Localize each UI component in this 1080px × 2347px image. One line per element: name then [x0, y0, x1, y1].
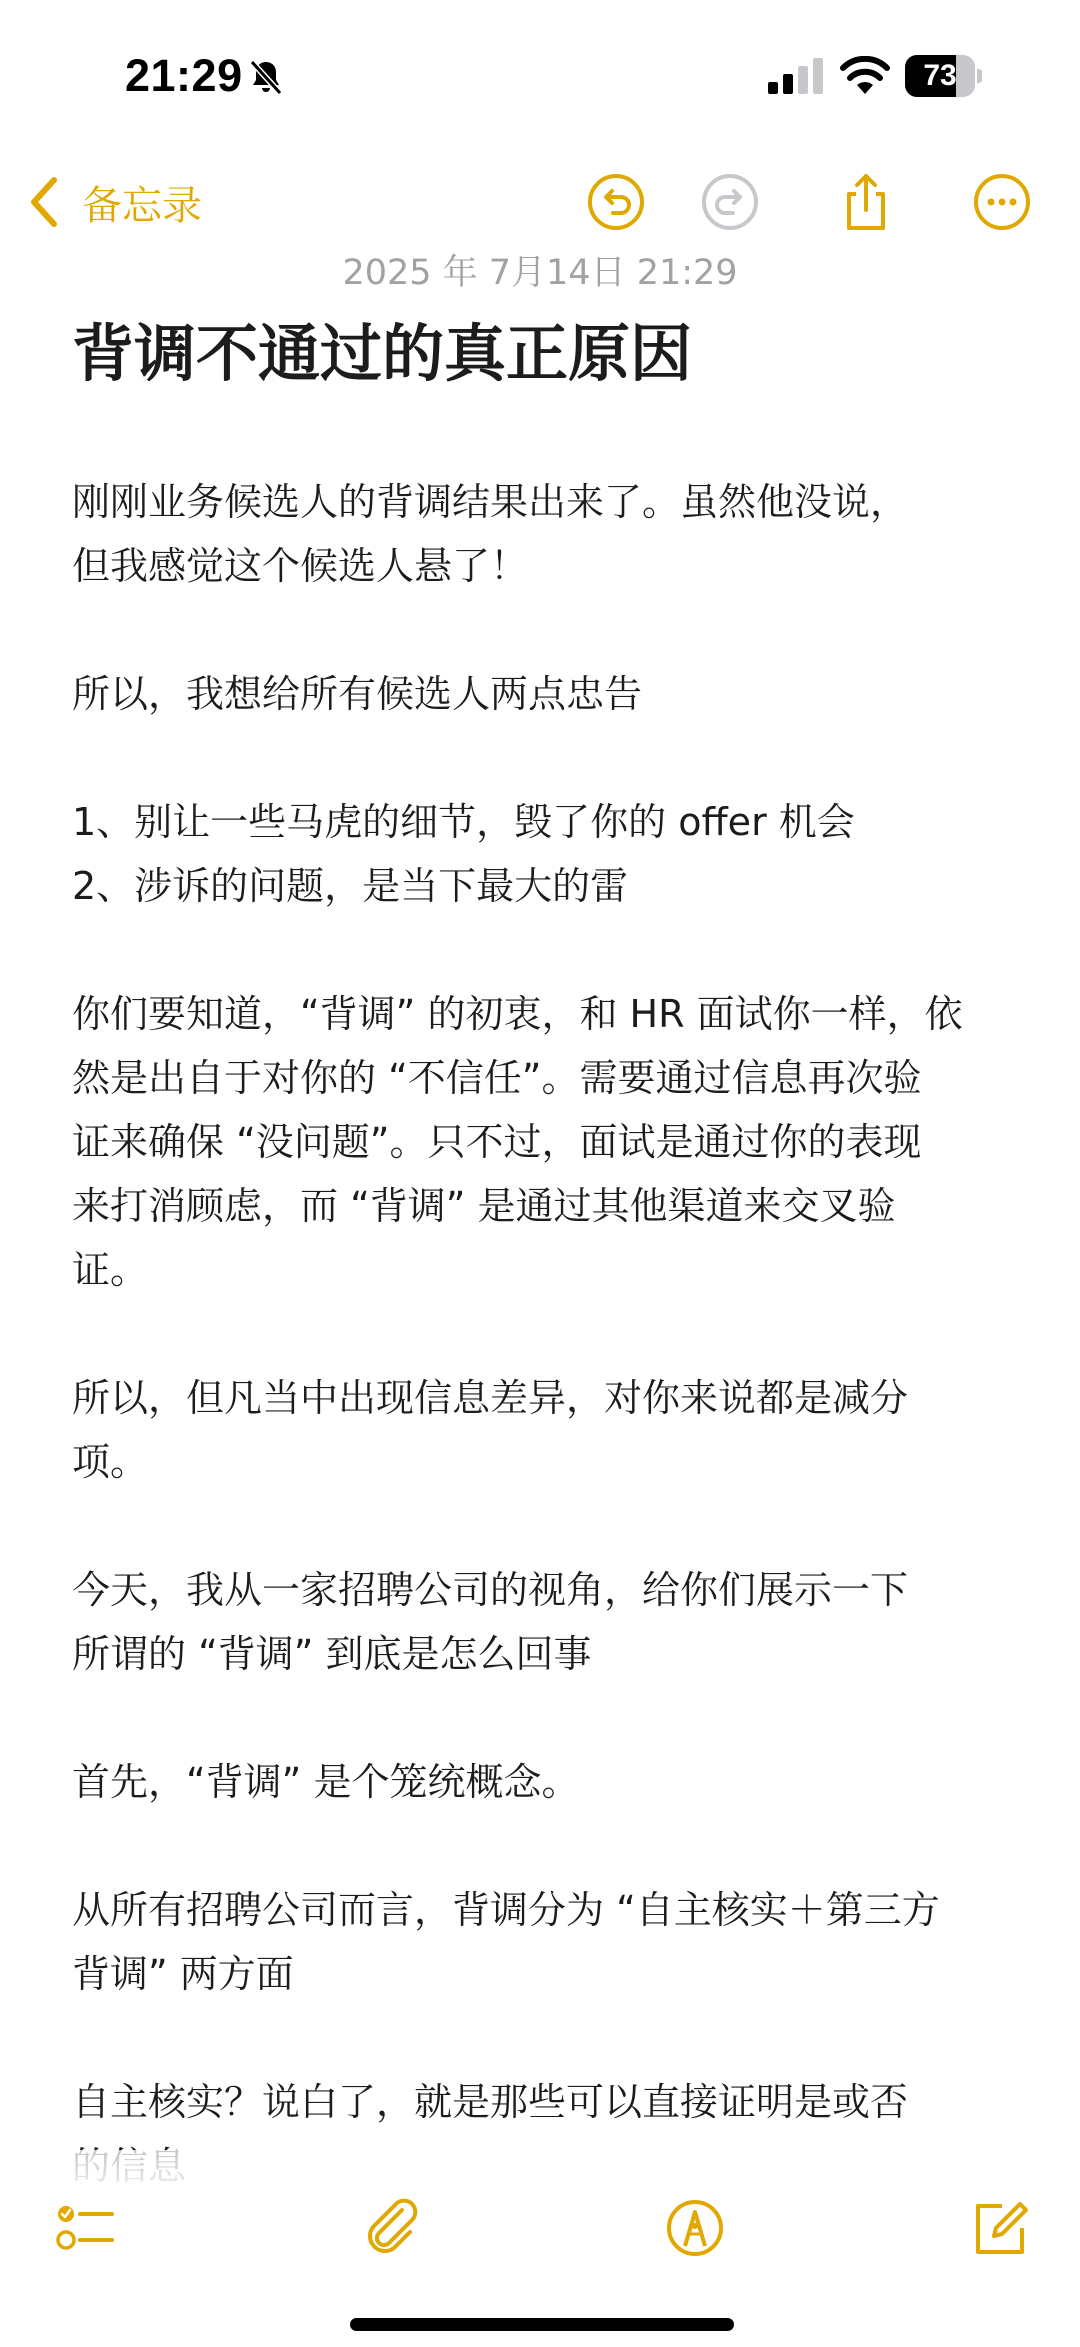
back-button[interactable] — [28, 162, 202, 242]
status-time: 21:29 — [125, 50, 243, 101]
note-paragraph[interactable]: 1、别让一些马虎的细节，毁了你的 offer 机会 2、涉诉的问题，是当下最大的雷 — [72, 800, 855, 908]
note-paragraph[interactable]: 今天，我从一家招聘公司的视角，给你们展示一下 所谓的 “背调” 到底是怎么回事 — [72, 1568, 909, 1676]
checklist-icon — [54, 2196, 118, 2260]
markup-icon — [663, 2196, 727, 2260]
attachment-icon — [362, 2196, 426, 2260]
home-indicator[interactable] — [350, 2318, 734, 2331]
markup-button[interactable] — [655, 2188, 735, 2268]
redo-button[interactable] — [692, 164, 768, 240]
battery-level: 73 — [923, 59, 957, 92]
note-paragraph[interactable]: 所以，我想给所有候选人两点忠告 — [72, 672, 643, 716]
undo-button[interactable] — [578, 164, 654, 240]
note-paragraph[interactable]: 你们要知道，“背调” 的初衷，和 HR 面试你一样，依 然是出自于对你的 “不信任”。需要通过信息再次验 证来确保 “没问题”。只不过，面试是通过你的表现 来打消顾虑，而 “背调” 是通过其他渠道来交叉验 证。 — [72, 992, 963, 1292]
cellular-signal-icon — [768, 58, 824, 94]
attachment-button[interactable] — [354, 2188, 434, 2268]
note-paragraph[interactable]: 从所有招聘公司而言，背调分为 “自主核实＋第三方 背调” 两方面 — [72, 1888, 940, 1996]
wifi-icon — [840, 56, 890, 94]
undo-icon — [586, 172, 646, 232]
note-paragraph[interactable]: 所以，但凡当中出现信息差异，对你来说都是减分 项。 — [72, 1376, 909, 1484]
navigation-bar — [0, 150, 1080, 260]
note-paragraph[interactable]: 刚刚业务候选人的背调结果出来了。虽然他没说， 但我感觉这个候选人悬了！ — [72, 480, 909, 588]
note-title[interactable]: 背调不通过的真正原因 — [72, 317, 693, 390]
compose-button[interactable] — [960, 2188, 1040, 2268]
more-button[interactable] — [964, 164, 1040, 240]
share-icon — [836, 172, 896, 232]
more-icon — [972, 172, 1032, 232]
bell-muted-icon — [246, 57, 286, 97]
back-label: 备忘录 — [82, 182, 202, 229]
note-body[interactable] — [72, 310, 1022, 2262]
checklist-button[interactable] — [46, 2188, 126, 2268]
chevron-left-icon — [28, 174, 60, 230]
note-paragraph[interactable]: 自主核实？说白了，就是那些可以直接证明是或否 — [72, 2080, 909, 2124]
status-bar — [0, 0, 1080, 150]
compose-icon — [968, 2196, 1032, 2260]
share-button[interactable] — [828, 164, 904, 240]
note-paragraph[interactable]: 首先，“背调” 是个笼统概念。 — [72, 1760, 580, 1804]
battery-icon — [905, 55, 981, 97]
note-date: 2025 年 7月14日 21:29 — [342, 253, 738, 293]
redo-icon — [700, 172, 760, 232]
